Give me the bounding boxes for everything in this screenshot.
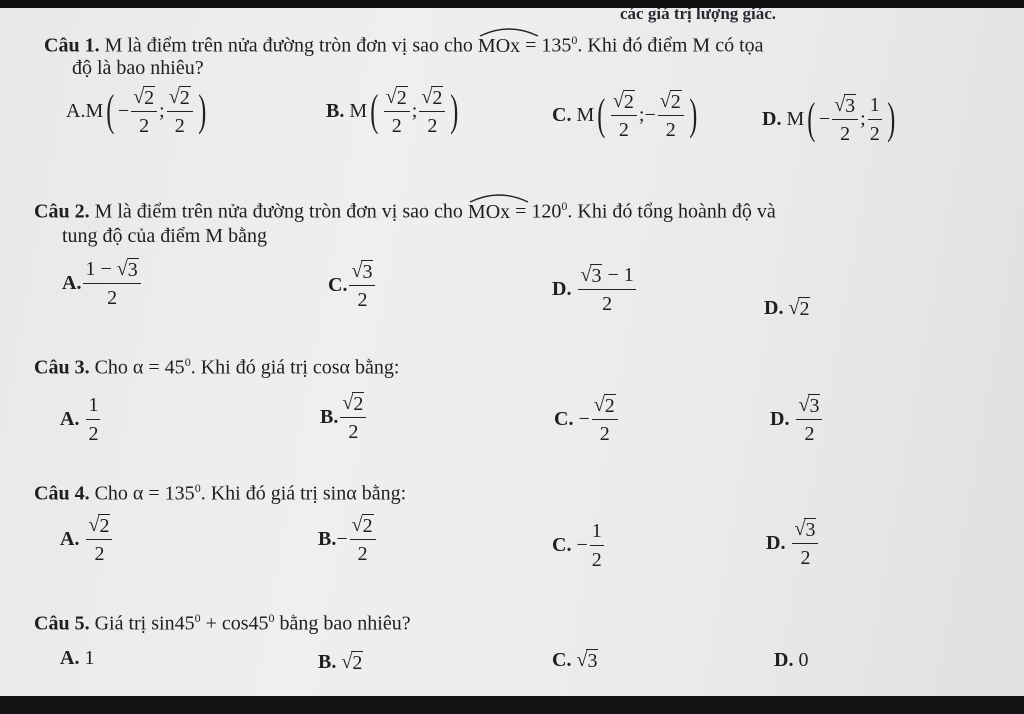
q3-option-a[interactable]: A. $\frac{1}{2}$ <box>60 394 99 445</box>
bottom-dark-edge <box>0 696 1024 714</box>
q2-option-c[interactable]: C. √ 3 2 <box>328 258 377 312</box>
q4-option-b[interactable]: B. − √ 2 2 <box>318 512 378 566</box>
question-4-label: Câu 4. <box>34 482 90 505</box>
angle-arc-icon <box>478 25 540 37</box>
q5-option-c[interactable]: C. √ 3 <box>552 648 598 672</box>
q2-option-d[interactable]: D. √ 2 <box>764 296 810 320</box>
angle-arc-icon <box>468 191 530 203</box>
q3-option-d[interactable]: D. √ 3 2 <box>770 392 824 446</box>
q5-option-d[interactable]: D. 0 <box>774 649 809 671</box>
q4-option-a[interactable]: A. √ 2 2 <box>60 512 114 566</box>
q1-option-d[interactable]: D. M ( − √ 3 2 ; $\frac{1}{2}$ ) <box>762 94 896 145</box>
question-1: Câu 1. M là điểm trên nửa đường tròn đơn vị sao cho MOx = $135^0$. Khi đó điểm M có tọa <box>44 28 764 58</box>
question-3: Câu 3. Cho $\alpha = 45^0$. Khi đó giá trị cosα bằng: <box>34 355 400 379</box>
question-1-text-c: . Khi đó điểm M có tọa <box>577 34 764 57</box>
q3-option-b[interactable]: B. √ 2 2 <box>320 390 368 444</box>
angle-mox-1: MOx <box>478 34 520 58</box>
q4-option-d[interactable]: D. √ 3 2 <box>766 516 820 570</box>
q1-option-a[interactable]: A. M ( − √ 2 2 ; √ 2 2 ) <box>66 86 207 137</box>
q2-option-a[interactable]: A. 1 − √ 3 2 <box>62 256 143 310</box>
question-1-text-a: M là điểm trên nửa đường tròn đơn vị sao cho <box>99 34 478 57</box>
question-4: Câu 4. Cho $\alpha = 135^0$. Khi đó giá trị sinα bằng: <box>34 481 407 505</box>
worksheet-page <box>0 8 1024 696</box>
question-1-label: Câu 1. <box>44 34 100 57</box>
question-1-line2: độ là bao nhiêu? <box>72 57 204 79</box>
q3-option-c[interactable]: C. − √ 2 2 <box>554 392 620 446</box>
question-5-label: Câu 5. <box>34 612 90 635</box>
question-3-label: Câu 3. <box>34 356 90 379</box>
angle-mox-2: MOx <box>468 200 510 224</box>
question-2-line2: tung độ của điểm M bằng <box>62 225 267 247</box>
header-fragment: các giá trị lượng giác. <box>620 8 777 23</box>
q5-option-b[interactable]: B. √ 2 <box>318 650 363 674</box>
question-5: Câu 5. Giá trị $\sin 45^0 + \cos 45^0$ bằng bao nhiêu? <box>34 611 411 635</box>
q1-option-b[interactable]: B. M ( √ 2 2 ; √ 2 2 ) <box>326 86 459 137</box>
q5-option-a[interactable]: A. 1 <box>60 647 95 669</box>
question-2: Câu 2. M là điểm trên nửa đường tròn đơn vị sao cho MOx = $120^0$. Khi đó tổng hoành độ và <box>34 194 776 224</box>
question-2-label: Câu 2. <box>34 200 90 223</box>
q1-option-c[interactable]: C. M ( √ 2 2 ; − √ 2 2 ) <box>552 90 698 141</box>
q4-option-c[interactable]: C. − $\frac{1}{2}$ <box>552 520 602 571</box>
question-1-text-b: = 135 <box>520 34 572 57</box>
top-dark-edge <box>0 0 1024 8</box>
q2-option-d-fraction[interactable]: D. √ 3 − 1 2 <box>552 264 634 315</box>
